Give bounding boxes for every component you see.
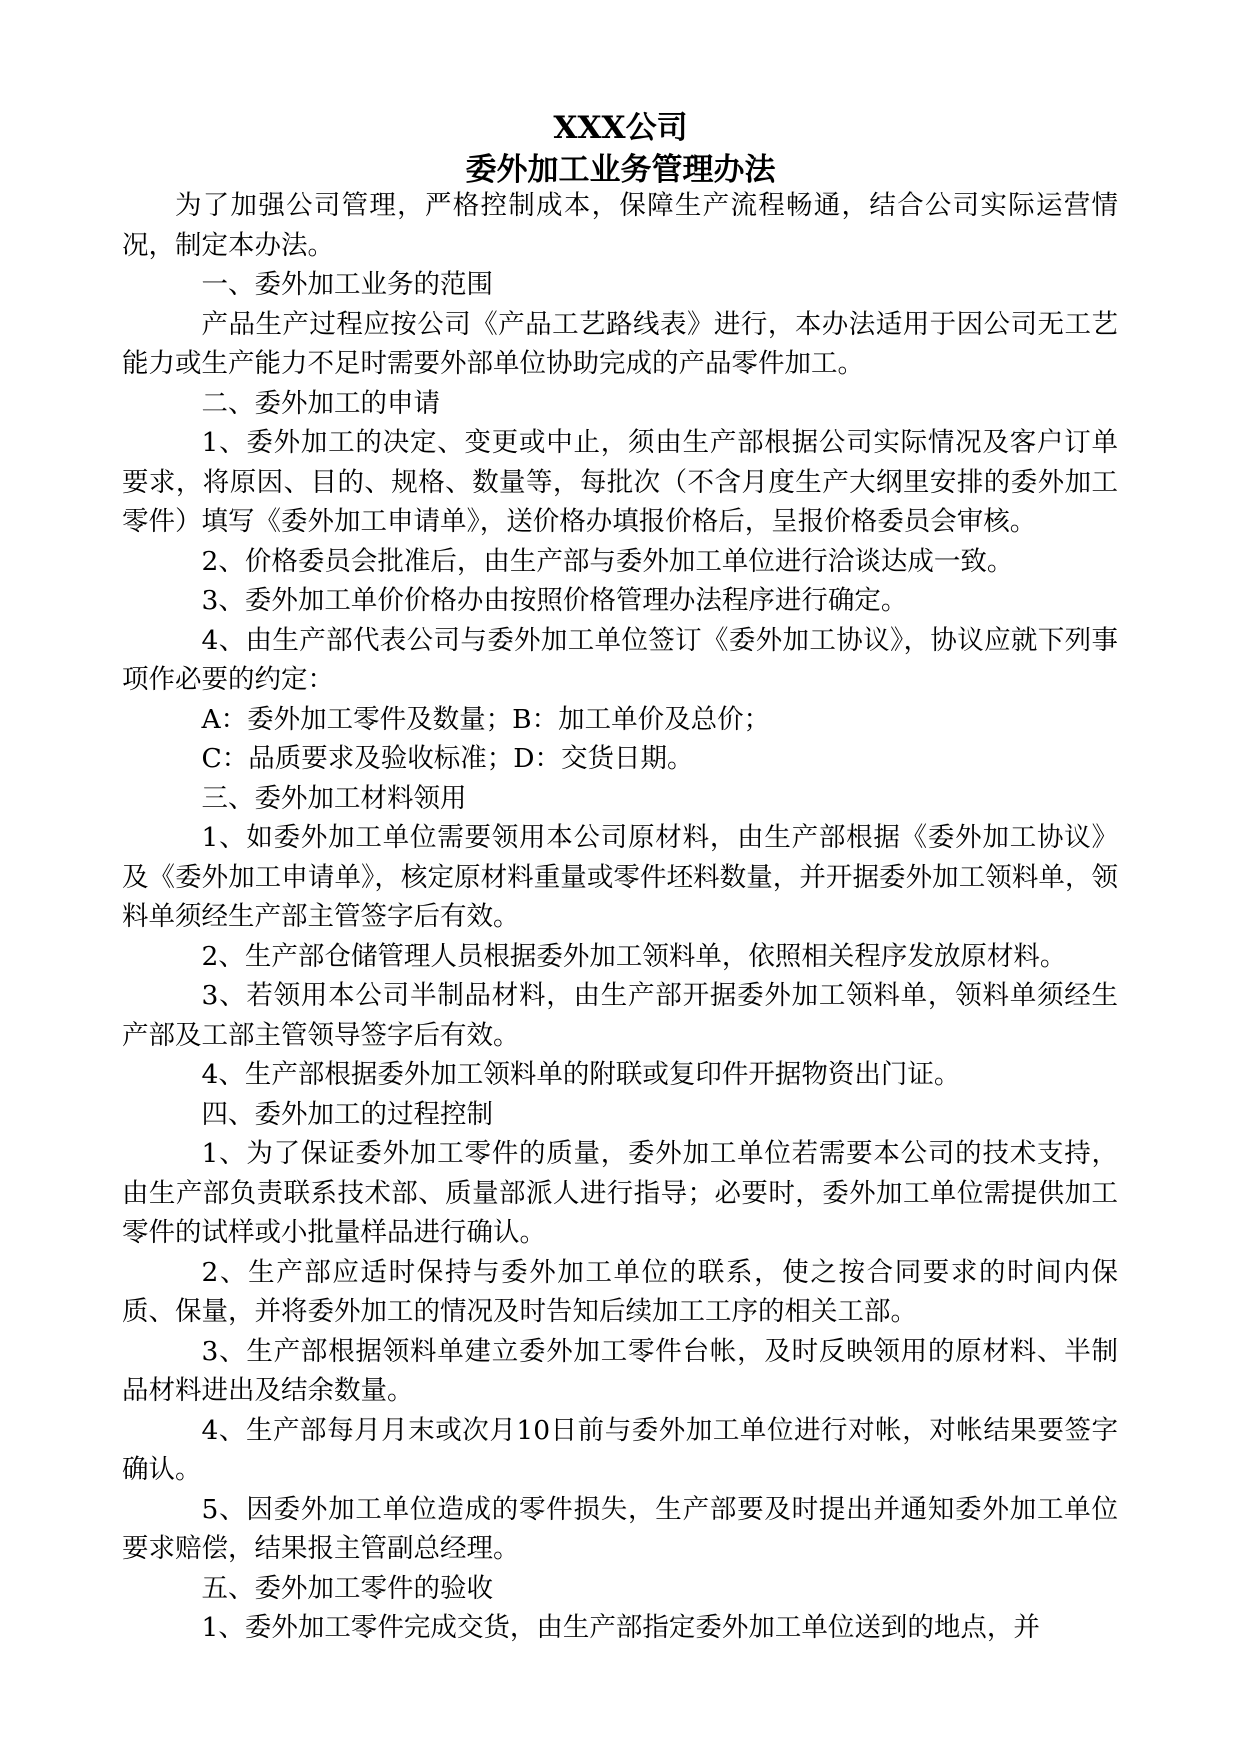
paragraph: A：委外加工零件及数量；B：加工单价及总价；: [201, 703, 771, 735]
section-heading: 三、委外加工材料领用: [201, 782, 467, 814]
paragraph: 为了加强公司管理，严格控制成本，保障生产流程畅通，结合公司实际运营情况，制定本办法。: [122, 190, 1118, 261]
company-name: XXX公司: [553, 110, 688, 146]
paragraph: 1、委外加工零件完成交货，由生产部指定委外加工单位送到的地点，并: [201, 1612, 1040, 1643]
paragraph: C：品质要求及验收标准；D：交货日期。: [201, 743, 694, 774]
paragraph: 1、如委外加工单位需要领用本公司原材料，由生产部根据《委外加工协议》及《委外加工申请单》，核定原材料重量或零件坯料数量，并开据委外加工领料单，领料单须经生产部主管签字后有效。: [122, 822, 1118, 932]
paragraph: 4、生产部每月月末或次月10日前与委外加工单位进行对帐，对帐结果要签字确认。: [122, 1414, 1118, 1485]
paragraph: 产品生产过程应按公司《产品工艺路线表》进行，本办法适用于因公司无工艺能力或生产能力不足时需要外部单位协助完成的产品零件加工。: [122, 308, 1118, 379]
section-heading: 二、委外加工的申请: [201, 387, 440, 419]
paragraph: 2、生产部应适时保持与委外加工单位的联系，使之按合同要求的时间内保质、保量，并将委外加工的情况及时告知后续加工工序的相关工部。: [122, 1256, 1118, 1327]
paragraph: 1、委外加工的决定、变更或中止，须由生产部根据公司实际情况及客户订单要求，将原因、目的、规格、数量等，每批次（不含月度生产大纲里安排的委外加工零件）填写《委外加工申请单》，送价格办填报价格后，呈报价格委员会审核。: [122, 427, 1118, 537]
section-heading: 一、委外加工业务的范围: [201, 269, 493, 300]
document-body: [122, 186, 1118, 1648]
paragraph: 4、由生产部代表公司与委外加工单位签订《委外加工协议》，协议应就下列事项作必要的约定：: [122, 624, 1118, 695]
section-heading: 五、委外加工零件的验收: [201, 1572, 493, 1604]
paragraph: 5、因委外加工单位造成的零件损失，生产部要及时提出并通知委外加工单位要求赔偿，结果报主管副总经理。: [122, 1493, 1118, 1564]
document-title: 委外加工业务管理办法: [465, 152, 776, 188]
paragraph: 1、为了保证委外加工零件的质量，委外加工单位若需要本公司的技术支持，由生产部负责联系技术部、质量部派人进行指导；必要时，委外加工单位需提供加工零件的试样或小批量样品进行确认。: [122, 1138, 1118, 1248]
paragraph: 2、生产部仓储管理人员根据委外加工领料单，依照相关程序发放原材料。: [201, 940, 1067, 972]
paragraph: 3、生产部根据领料单建立委外加工零件台帐，及时反映领用的原材料、半制品材料进出及结余数量。: [122, 1335, 1118, 1406]
paragraph: 4、生产部根据委外加工领料单的附联或复印件开据物资出门证。: [201, 1059, 961, 1090]
section-heading: 四、委外加工的过程控制: [201, 1098, 493, 1130]
paragraph: 3、若领用本公司半制品材料，由生产部开据委外加工领料单，领料单须经生产部及工部主管领导签字后有效。: [122, 980, 1118, 1051]
paragraph: 3、委外加工单价价格办由按照价格管理办法程序进行确定。: [201, 585, 908, 616]
paragraph: 2、价格委员会批准后，由生产部与委外加工单位进行洽谈达成一致。: [201, 545, 1014, 577]
